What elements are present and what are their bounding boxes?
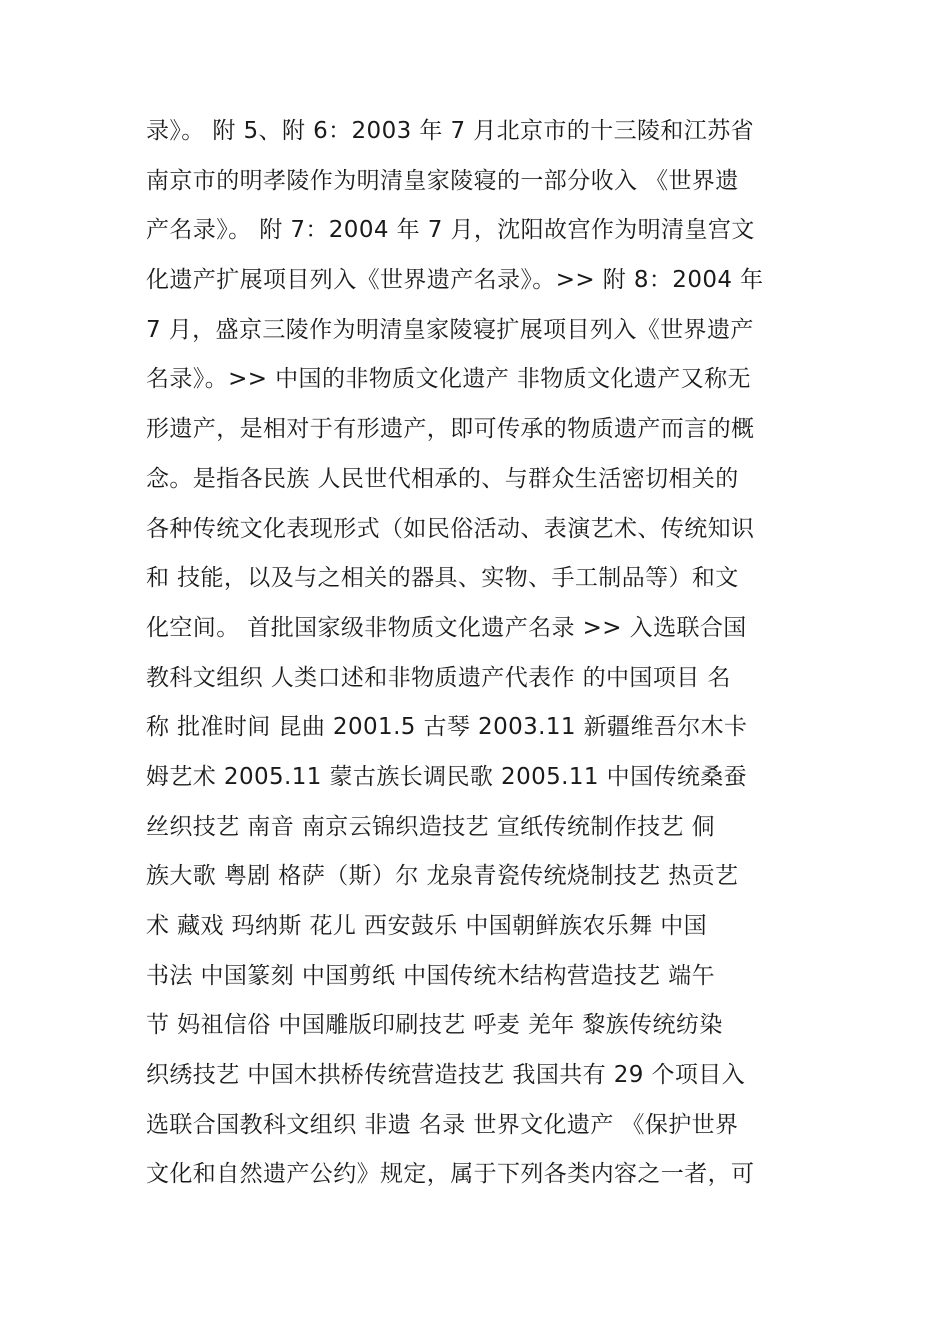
text-line: 称 批准时间 昆曲 2001.5 古琴 2003.11 新疆维吾尔木卡: [146, 714, 748, 741]
text-line: 名录》。>> 中国的非物质文化遗产 非物质文化遗产又称无: [146, 366, 751, 393]
text-line: 和 技能，以及与之相关的器具、实物、手工制品等）和文: [146, 565, 739, 592]
text-line: 念。是指各民族 人民世代相承的、与群众生活密切相关的: [146, 465, 739, 492]
text-line: 织绣技艺 中国木拱桥传统营造技艺 我国共有 29 个项目入: [146, 1062, 746, 1089]
text-line: 书法 中国篆刻 中国剪纸 中国传统木结构营造技艺 端午: [146, 962, 716, 989]
text-line: 化遗产扩展项目列入《世界遗产名录》。>> 附 8：2004 年: [146, 267, 764, 294]
body-text: [146, 107, 816, 1200]
text-line: 术 藏戏 玛纳斯 花儿 西安鼓乐 中国朝鲜族农乐舞 中国: [146, 913, 708, 939]
text-line: 节 妈祖信俗 中国雕版印刷技艺 呼麦 羌年 黎族传统纺染: [146, 1012, 723, 1039]
text-line: 教科文组织 人类口述和非物质遗产代表作 的中国项目 名: [146, 664, 731, 691]
text-line: 文化和自然遗产公约》规定，属于下列各类内容之一者，可: [146, 1161, 755, 1188]
text-line: 丝织技艺 南音 南京云锦织造技艺 宣纸传统制作技艺 侗: [146, 813, 716, 840]
text-line: 选联合国教科文组织 非遗 名录 世界文化遗产 《保护世界: [146, 1111, 739, 1138]
text-line: 族大歌 粤剧 格萨（斯）尔 龙泉青瓷传统烧制技艺 热贡艺: [146, 863, 739, 890]
text-line: 各种传统文化表现形式（如民俗活动、表演艺术、传统知识: [146, 515, 755, 542]
text-line: 南京市的明孝陵作为明清皇家陵寝的一部分收入 《世界遗: [146, 167, 739, 194]
text-line: 产名录》。 附 7：2004 年 7 月，沈阳故宫作为明清皇宫文: [146, 217, 755, 244]
text-line: 录》。 附 5、附 6：2003 年 7 月北京市的十三陵和江苏省: [146, 118, 754, 144]
text-line: 7 月，盛京三陵作为明清皇家陵寝扩展项目列入《世界遗产: [146, 316, 754, 343]
text-line: 化空间。 首批国家级非物质文化遗产名录 >> 入选联合国: [146, 614, 747, 641]
text-line: 形遗产，是相对于有形遗产，即可传承的物质遗产而言的概: [146, 416, 755, 443]
text-line: 姆艺术 2005.11 蒙古族长调民歌 2005.11 中国传统桑蚕: [146, 763, 748, 790]
